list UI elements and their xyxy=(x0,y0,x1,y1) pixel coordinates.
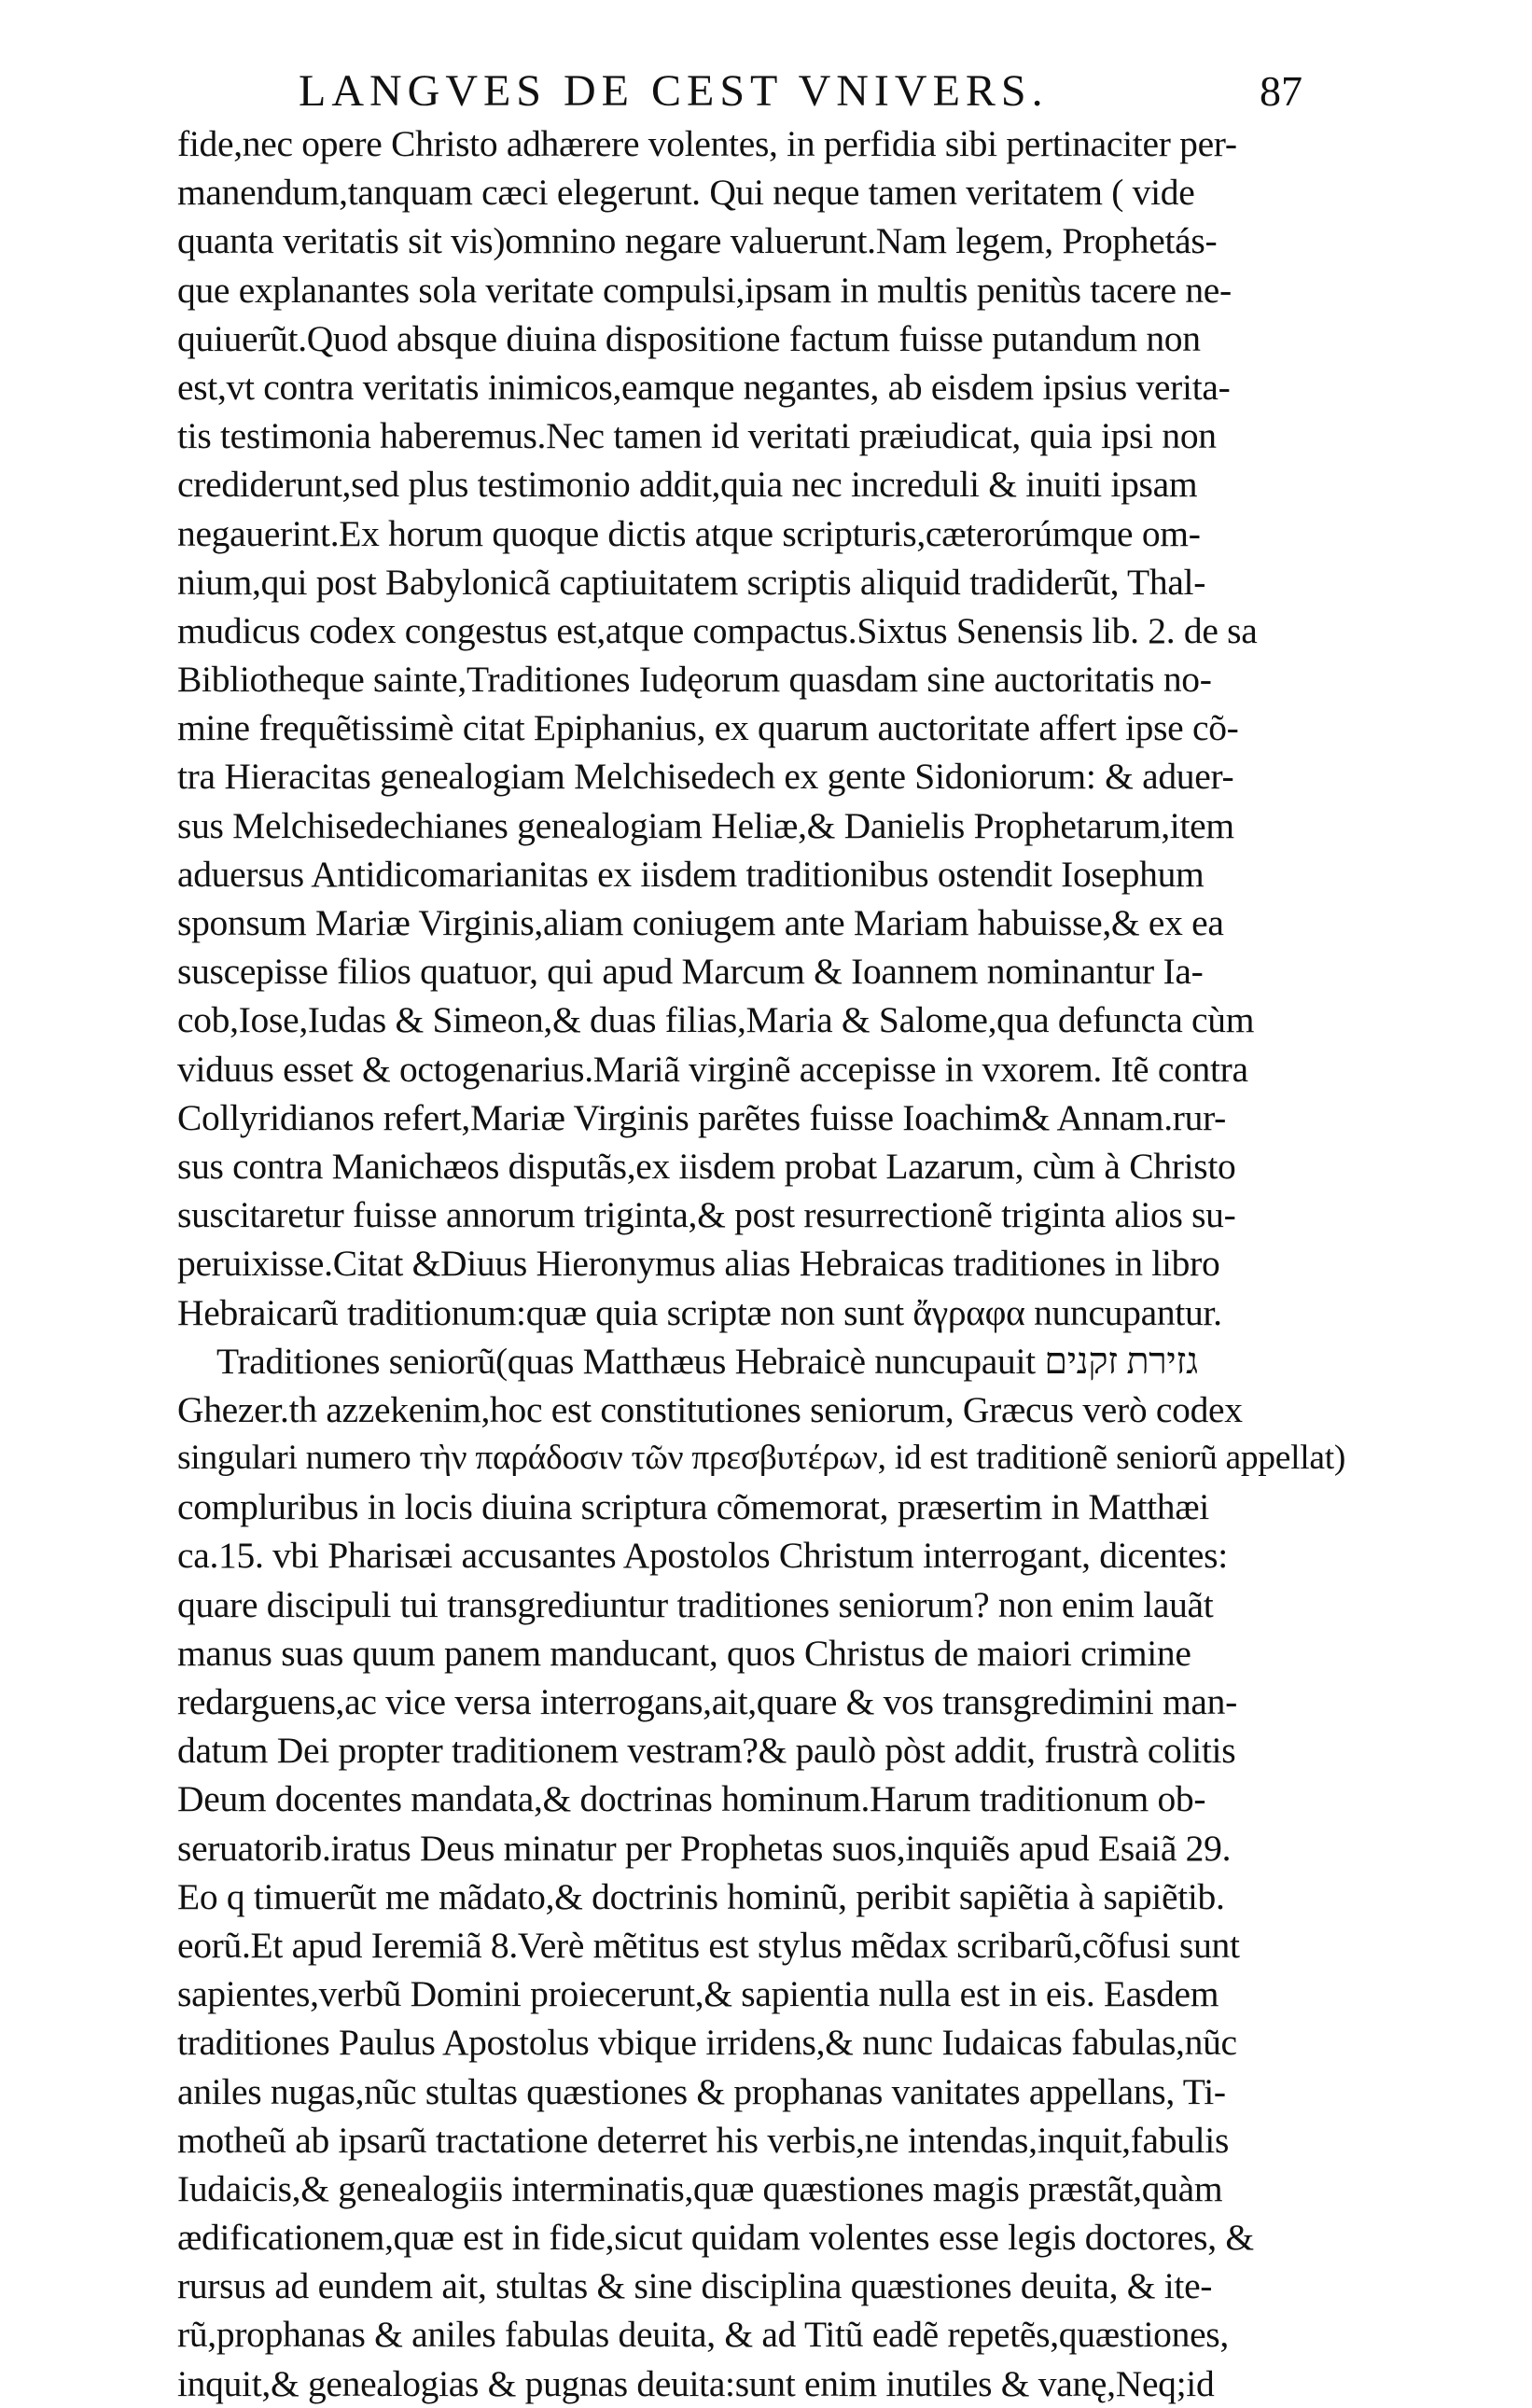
text-line: ædificationem,quæ est in fide,sicut quidam volentes esse legis doctores, & xyxy=(177,2217,1254,2259)
text-line: Eo q timuerũt me mãdato,& doctrinis hominũ, peribit sapiẽtia à sapiẽtib. xyxy=(177,1875,1225,1917)
text-line: ca.15. vbi Pharisæi accusantes Apostolos Christum interrogant, dicentes: xyxy=(177,1535,1228,1577)
text-line: Iudaicis,& genealogiis interminatis,quæ quæstiones magis præstãt,quàm xyxy=(177,2167,1223,2209)
text-line: sus contra Manichæos disputãs,ex iisdem probat Lazarum, cùm à Christo xyxy=(177,1145,1236,1187)
running-title: LANGVES DE CEST VNIVERS. xyxy=(299,66,1049,116)
running-head xyxy=(0,63,1532,119)
text-line: est,vt contra veritatis inimicos,eamque negantes, ab eisdem ipsius verita- xyxy=(177,366,1231,408)
text-line: rũ,prophanas & aniles fabulas deuita, & ad Titũ eadẽ repetẽs,quæstiones, xyxy=(177,2314,1229,2356)
text-line: eorũ.Et apud Ieremiã 8.Verè mẽtitus est stylus mẽdax scribarũ,cõfusi sunt xyxy=(177,1924,1240,1966)
text-line: nium,qui post Babylonicã captiuitatem scriptis aliquid tradiderũt, Thal- xyxy=(177,561,1206,603)
text-line: cob,Iose,Iudas & Simeon,& duas filias,Maria & Salome,qua defuncta cùm xyxy=(177,999,1255,1041)
body-text xyxy=(177,119,1353,2408)
text-line: tis testimonia haberemus.Nec tamen id veritati præiudicat, quia ipsi non xyxy=(177,415,1217,457)
text-line: sponsum Mariæ Virginis,aliam coniugem ante Mariam habuisse,& ex ea xyxy=(177,902,1224,943)
page-number: 87 xyxy=(1260,67,1302,115)
text-line: redarguens,ac vice versa interrogans,ait,quare & vos transgredimini man- xyxy=(177,1681,1237,1722)
text-line: sus Melchisedechianes genealogiam Heliæ,& Danielis Prophetarum,item xyxy=(177,804,1234,846)
text-line: Ghezer.th azzekenim,hoc est constitutiones seniorum, Græcus verò codex xyxy=(177,1388,1243,1430)
text-line: compluribus in locis diuina scriptura cõmemorat, præsertim in Matthæi xyxy=(177,1486,1209,1528)
text-line: manus suas quum panem manducant, quos Christus de maiori crimine xyxy=(177,1632,1191,1674)
text-line: suscepisse filios quatuor, qui apud Marcum & Ioannem nominantur Ia- xyxy=(177,951,1204,993)
text-line: traditiones Paulus Apostolus vbique irridens,& nunc Iudaicas fabulas,nũc xyxy=(177,2022,1237,2064)
text-line: viduus esset & octogenarius.Mariã virginẽ accepisse in vxorem. Itẽ contra xyxy=(177,1048,1248,1090)
text-line: tra Hieracitas genealogiam Melchisedech ex gente Sidoniorum: & aduer- xyxy=(177,756,1234,798)
text-line: Bibliotheque sainte,Traditiones Iudęorum quasdam sine auctoritatis no- xyxy=(177,659,1212,701)
text-line: que explanantes sola veritate compulsi,ipsam in multis penitùs tacere ne- xyxy=(177,269,1232,311)
text-line: Deum docentes mandata,& doctrinas hominum.Harum traditionum ob- xyxy=(177,1778,1206,1820)
text-line: sapientes,verbũ Domini proiecerunt,& sapientia nulla est in eis. Easdem xyxy=(177,1973,1219,2015)
text-line: crediderunt,sed plus testimonio addit,quia nec increduli & inuiti ipsam xyxy=(177,464,1198,506)
paragraph-start-line: Traditiones seniorũ(quas Matthæus Hebraicè nuncupauit גזירת זקנים xyxy=(216,1340,1198,1382)
text-line: negauerint.Ex horum quoque dictis atque scripturis,cæterorúmque om- xyxy=(177,512,1201,554)
text-line: rursus ad eundem ait, stultas & sine disciplina quæstiones deuita, & ite- xyxy=(177,2265,1213,2307)
text-line: inquit,& genealogias & pugnas deuita:sunt enim inutiles & vanę,Neq;id xyxy=(177,2362,1215,2404)
text-line: singulari numero τὴν παράδοσιν τῶν πρεσβυτέρων, id est traditionẽ seniorũ appellat) xyxy=(177,1439,1346,1478)
text-line: aniles nugas,nũc stultas quæstiones & prophanas vanitates appellans, Ti- xyxy=(177,2070,1226,2112)
text-line: datum Dei propter traditionem vestram?& paulò pòst addit, frustrà colitis xyxy=(177,1730,1236,1772)
text-line: peruixisse.Citat &Diuus Hieronymus alias Hebraicas traditiones in libro xyxy=(177,1243,1220,1285)
text-line: suscitaretur fuisse annorum triginta,& post resurrectionẽ triginta alios su- xyxy=(177,1194,1236,1236)
text-line: mine frequẽtissimè citat Epiphanius, ex quarum auctoritate affert ipse cõ- xyxy=(177,707,1239,749)
text-line: Hebraicarũ traditionum:quæ quia scriptæ non sunt ἄγραφα nuncupantur. xyxy=(177,1291,1222,1333)
text-line: Collyridianos refert,Mariæ Virginis parẽtes fuisse Ioachim& Annam.rur- xyxy=(177,1096,1227,1138)
text-line: seruatorib.iratus Deus minatur per Prophetas suos,inquiẽs apud Esaiã 29. xyxy=(177,1827,1232,1869)
text-line: motheũ ab ipsarũ tractatione deterret his verbis,ne intendas,inquit,fabulis xyxy=(177,2119,1230,2161)
text-line: mudicus codex congestus est,atque compactus.Sixtus Senensis lib. 2. de sa xyxy=(177,609,1258,651)
text-line: quare discipuli tui transgrediuntur traditiones seniorum? non enim lauãt xyxy=(177,1583,1214,1625)
text-line: quanta veritatis sit vis)omnino negare valuerunt.Nam legem, Prophetás- xyxy=(177,220,1218,262)
text-line: quiuerũt.Quod absque diuina dispositione factum fuisse putandum non xyxy=(177,317,1201,359)
text-line: aduersus Antidicomarianitas ex iisdem traditionibus ostendit Iosephum xyxy=(177,853,1205,895)
text-line: fide,nec opere Christo adhærere volentes, in perfidia sibi pertinaciter per- xyxy=(177,123,1237,164)
text-line: manendum,tanquam cæci elegerunt. Qui neque tamen veritatem ( vide xyxy=(177,172,1195,214)
